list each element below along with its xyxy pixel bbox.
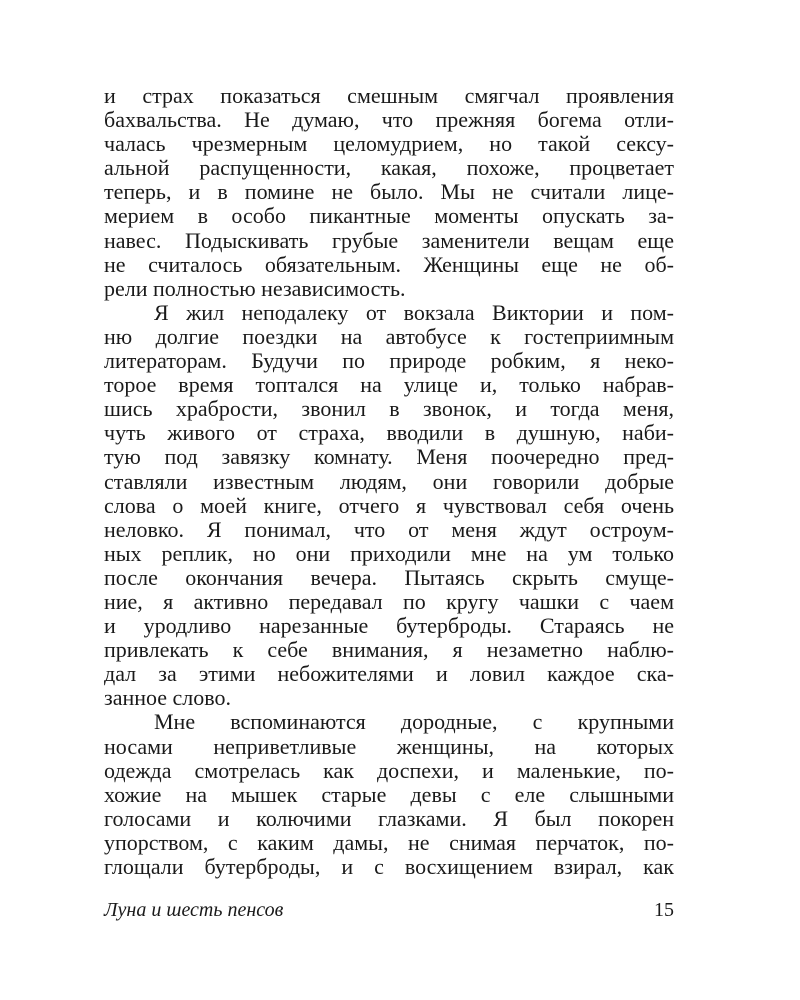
text-line: чуть живого от страха, вводили в душную, наби-: [104, 420, 674, 446]
text-line: Я жил неподалеку от вокзала Виктории и пом-: [154, 299, 674, 325]
text-line: тую под завязку комнату. Меня поочередно пред-: [104, 444, 674, 470]
text-line: одежда смотрелась как доспехи, и маленькие, по-: [104, 757, 674, 783]
text-line: литераторам. Будучи по природе робким, я неко-: [104, 348, 674, 374]
text-line: занное слово.: [104, 685, 232, 711]
text-line: слова о моей книге, отчего я чувствовал себя очень: [104, 492, 674, 518]
text-line: неловко. Я понимал, что от меня ждут остроум-: [104, 516, 674, 542]
text-line: ставляли известным людям, они говорили добрые: [104, 468, 674, 494]
text-line: и уродливо нарезанные бутерброды. Стараясь не: [104, 613, 674, 639]
text-line: дал за этими небожителями и ловил каждое ска-: [104, 661, 674, 687]
text-line: рели полностью независимость.: [104, 275, 406, 301]
text-line: теперь, и в помине не было. Мы не считали лице-: [104, 179, 674, 205]
text-line: носами неприветливые женщины, на которых: [104, 733, 674, 759]
text-line: хожие на мышек старые девы с еле слышными: [104, 781, 674, 807]
text-line: ние, я активно передавал по кругу чашки с чаем: [104, 588, 674, 614]
text-line: привлекать к себе внимания, я незаметно наблю-: [104, 637, 674, 663]
text-line: чалась чрезмерным целомудрием, но такой сексу-: [104, 131, 674, 157]
text-line: бахвальства. Не думаю, что прежняя богема отли-: [104, 107, 674, 133]
text-line: Мне вспоминаются дородные, с крупными: [154, 709, 674, 735]
text-line: шись храбрости, звонил в звонок, и тогда меня,: [104, 396, 674, 422]
text-line: и страх показаться смешным смягчал проявления: [104, 83, 674, 108]
running-title: Луна и шесть пенсов: [104, 899, 284, 921]
text-line: после окончания вечера. Пытаясь скрыть смуще-: [104, 564, 674, 590]
text-line: навес. Подыскивать грубые заменители вещам еще: [104, 227, 674, 253]
text-line: ню долгие поездки на автобусе к гостеприимным: [104, 323, 674, 349]
page-footer: [104, 899, 674, 925]
text-line: торое время топтался на улице и, только набрав-: [104, 372, 674, 398]
text-line: не считалось обязательным. Женщины еще не об-: [104, 251, 674, 277]
text-line: мерием в особо пикантные моменты опускать за-: [104, 203, 674, 229]
body-text: [104, 84, 674, 879]
text-line: альной распущенности, какая, похоже, процветает: [104, 155, 674, 181]
page-number: 15: [654, 899, 674, 921]
text-line: упорством, с каким дамы, не снимая перчаток, по-: [104, 829, 674, 855]
text-line: голосами и колючими глазками. Я был покорен: [104, 805, 674, 831]
text-line: ных реплик, но они приходили мне на ум только: [104, 540, 674, 566]
text-line: глощали бутерброды, и с восхищением взирал, как: [104, 854, 674, 879]
